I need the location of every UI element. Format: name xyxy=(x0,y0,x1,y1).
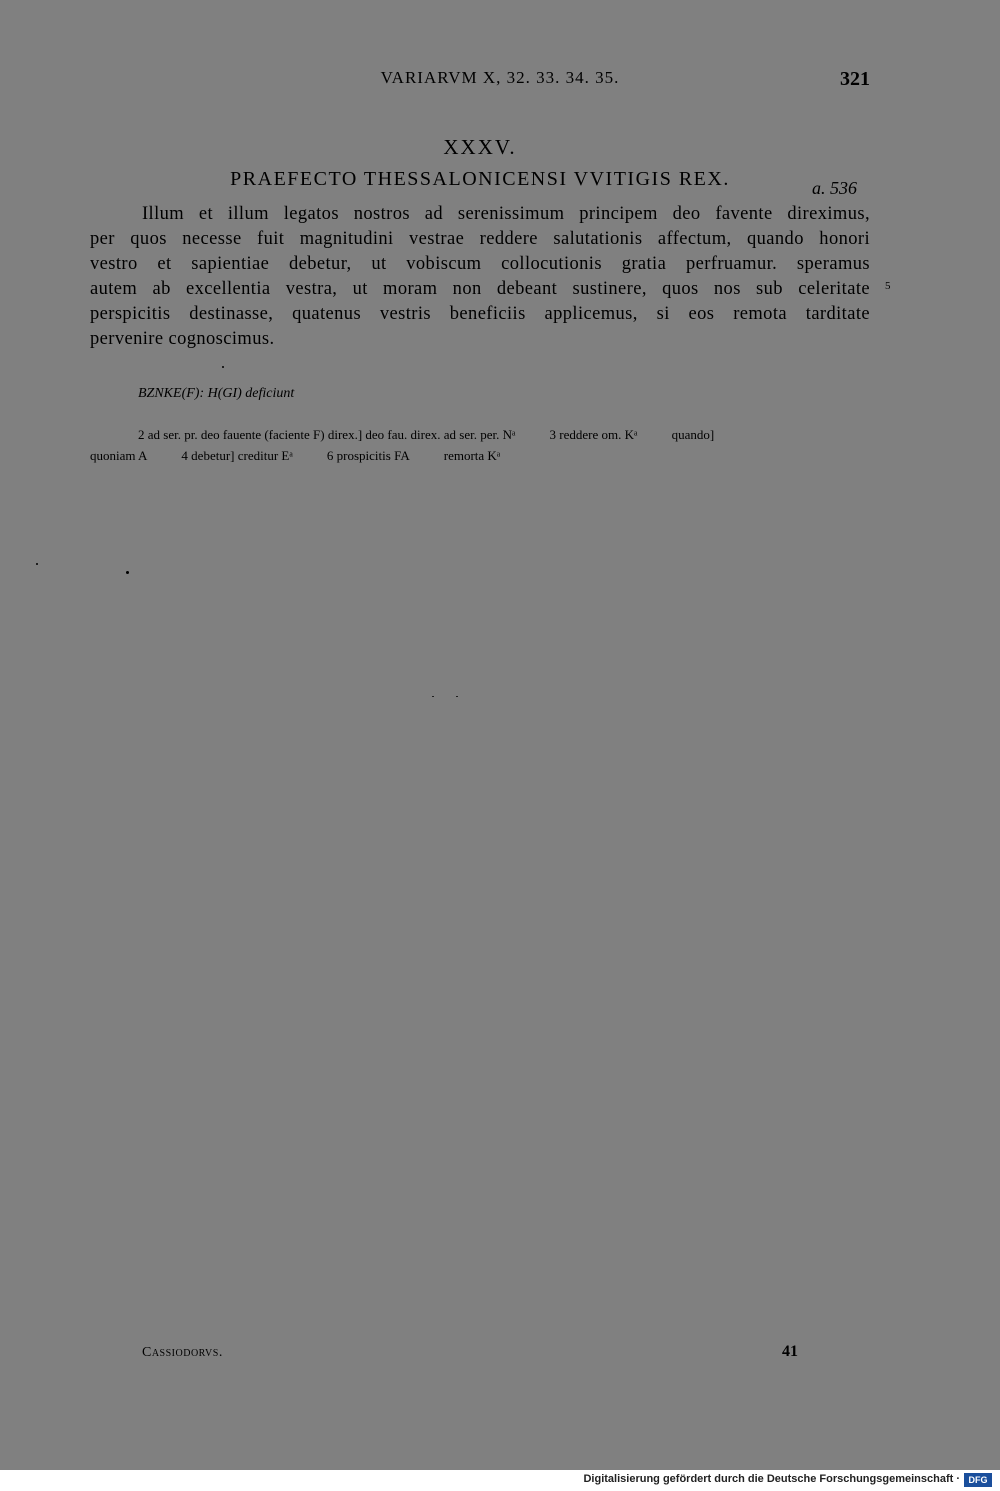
section-heading: PRAEFECTO THESSALONICENSI VVITIGIS REX. xyxy=(230,168,730,190)
speck xyxy=(456,696,458,697)
speck xyxy=(126,571,129,574)
credit-text: Digitalisierung gefördert durch die Deutsche Forschungsgemeinschaft · xyxy=(583,1473,960,1485)
signature-mark: Cassiodorvs. xyxy=(142,1345,223,1360)
speck xyxy=(36,563,38,565)
body-line: pervenire cognoscimus. xyxy=(90,329,275,349)
body-line: vestro et sapientiae debetur, ut vobiscum collocutionis gratia perfruamur. speramus xyxy=(90,254,870,274)
apparatus-line xyxy=(90,445,870,466)
date-note: a. 536 xyxy=(812,178,857,198)
apparatus-entry: 3 reddere om. Kᵃ xyxy=(549,427,638,442)
body-line: per quos necesse fuit magnitudini vestrae reddere salutationis affectum, quando honori xyxy=(90,229,870,249)
apparatus-entry: 6 prospicitis FA xyxy=(326,448,410,463)
body-line: Illum et illum legatos nostros ad serenissimum principem deo favente direximus, xyxy=(142,204,870,224)
apparatus-entry: quoniam A xyxy=(90,448,148,463)
speck xyxy=(222,366,224,368)
letter-body xyxy=(90,202,870,352)
speck xyxy=(432,696,434,697)
apparatus-entry: 2 ad ser. pr. deo fauente (faciente F) direx.] deo fau. direx. ad ser. per. Nᵃ xyxy=(138,427,516,442)
apparatus-entry: 4 debetur] creditur Eᵃ xyxy=(181,448,293,463)
page-number: 321 xyxy=(840,68,870,90)
critical-apparatus xyxy=(90,424,870,466)
sources-note: BZNKE(F): H(GI) deficiunt xyxy=(138,386,295,401)
line-number-marker: 5 xyxy=(885,280,891,292)
credit-bar xyxy=(0,1470,1000,1491)
apparatus-entry: remorta Kᵃ xyxy=(443,448,501,463)
dfg-logo: DFG xyxy=(964,1473,992,1487)
body-line: autem ab excellentia vestra, ut moram non debeant sustinere, quos nos sub celeritate xyxy=(90,279,870,299)
sheet-number: 41 xyxy=(782,1343,798,1360)
section-number: XXXV. xyxy=(443,135,517,159)
apparatus-line xyxy=(90,424,870,445)
running-head: VARIARVM X, 32. 33. 34. 35. xyxy=(380,68,620,87)
apparatus-entry: quando] xyxy=(671,427,715,442)
body-line: perspicitis destinasse, quatenus vestris beneficiis applicemus, si eos remota tarditate xyxy=(90,304,870,324)
